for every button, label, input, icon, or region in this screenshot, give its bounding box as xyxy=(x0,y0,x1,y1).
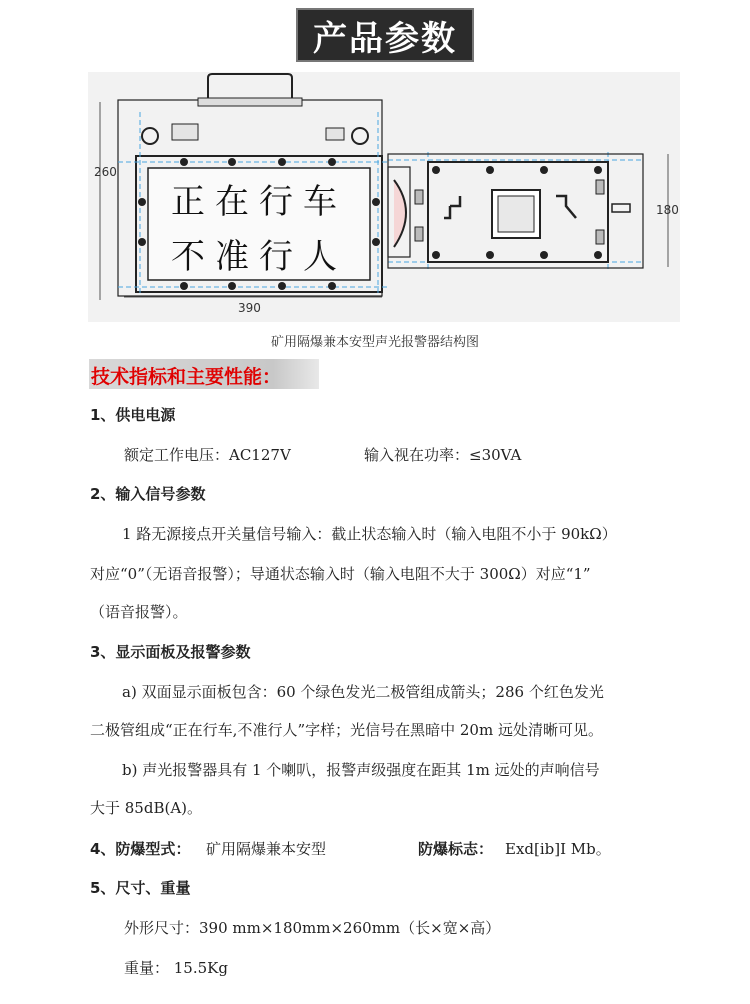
structure-drawing xyxy=(88,72,680,322)
s4-value-type: 矿用隔爆兼本安型 xyxy=(206,840,327,858)
page-title: 产品参数 xyxy=(313,18,457,59)
dim-height-label: 260 xyxy=(94,165,117,179)
sign-line-2: 不准行人 xyxy=(171,237,347,277)
s3-title: 3、显示面板及报警参数 xyxy=(90,643,251,661)
s1-power: 输入视在功率：≤30VA xyxy=(364,446,522,464)
s3-item-a-line-2: 二极管组成“正在行车,不准行人”字样；光信号在黑暗中 20m 远处清晰可见。 xyxy=(90,721,603,739)
page-title-box xyxy=(296,8,474,62)
s5-dimensions: 外形尺寸：390 mm×180mm×260mm（长×宽×高） xyxy=(124,919,501,937)
section-heading-box xyxy=(89,359,319,389)
s3-item-b-line-1: b) 声光报警器具有 1 个喇叭，报警声级强度在距其 1m 远处的声响信号 xyxy=(122,761,600,779)
s5-weight: 重量： 15.5Kg xyxy=(124,959,228,977)
dim-width-label: 390 xyxy=(238,301,261,315)
sign-line-1: 正在行车 xyxy=(171,182,347,222)
diagram-caption: 矿用隔爆兼本安型声光报警器结构图 xyxy=(270,335,479,350)
section-heading: 技术指标和主要性能： xyxy=(91,366,282,388)
dim-depth-label: 180 xyxy=(656,203,679,217)
s4-value-mark: Exd[ib]I Mb。 xyxy=(505,840,611,858)
s4-label-type: 4、防爆型式： xyxy=(90,840,191,858)
s3-item-b-line-2: 大于 85dB(A)。 xyxy=(90,799,203,817)
s5-title: 5、尺寸、重量 xyxy=(90,879,191,897)
s4-label-mark: 防爆标志： xyxy=(418,840,494,858)
s1-title: 1、供电电源 xyxy=(90,406,176,424)
structure-diagram xyxy=(88,72,680,322)
s2-paragraph-line-1: 1 路无源接点开关量信号输入：截止状态输入时（输入电阻不小于 90kΩ） xyxy=(122,525,617,543)
s2-paragraph-line-3: （语音报警）。 xyxy=(90,603,188,621)
s3-item-a-line-1: a) 双面显示面板包含：60 个绿色发光二极管组成箭头；286 个红色发光 xyxy=(122,683,604,701)
s2-title: 2、输入信号参数 xyxy=(90,485,206,503)
s2-paragraph-line-2: 对应“0”（无语音报警）；导通状态输入时（输入电阻不大于 300Ω）对应“1” xyxy=(90,565,591,583)
side-view xyxy=(388,154,643,268)
s1-voltage: 额定工作电压：AC127V xyxy=(124,446,291,464)
